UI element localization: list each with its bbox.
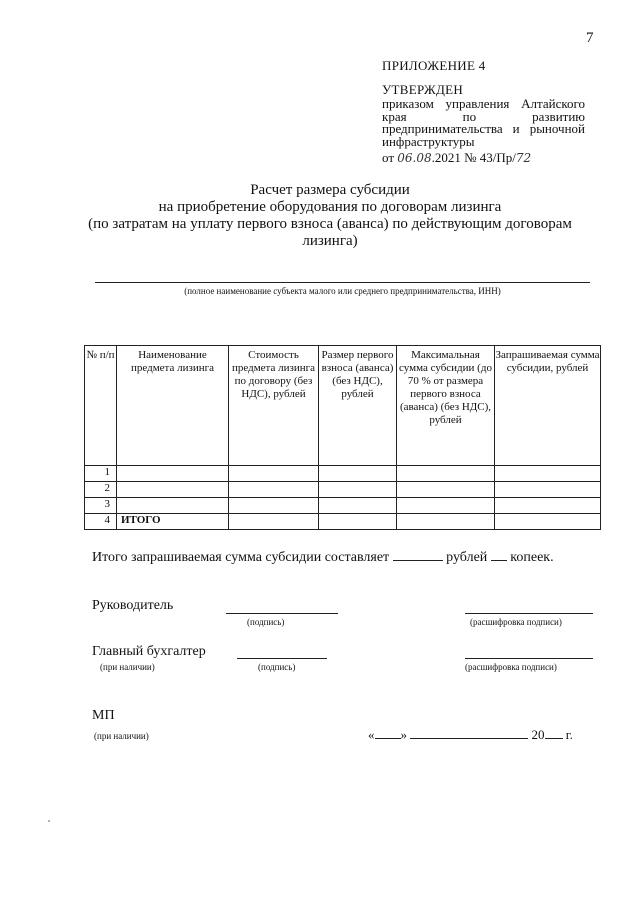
head-signature-line[interactable] <box>226 613 338 614</box>
header-number: № п/п <box>85 346 117 466</box>
cell-max-subsidy[interactable] <box>397 482 495 498</box>
cell-requested-subsidy[interactable] <box>495 498 601 514</box>
kopecks-blank[interactable] <box>491 548 507 561</box>
signing-date <box>368 726 573 743</box>
cell-max-subsidy[interactable] <box>397 466 495 482</box>
cell-item-name[interactable] <box>117 466 229 482</box>
row-number: 2 <box>85 482 117 498</box>
approved-heading: УТВЕРЖДЕН <box>382 82 464 97</box>
order-date <box>382 150 531 166</box>
rubles-blank[interactable] <box>393 548 443 561</box>
header-max-subsidy: Максимальная сумма субсидии (до 70 % от размера первого взноса (аванса) (без НДС), рублей <box>397 346 495 466</box>
row-number: 4 <box>85 514 117 530</box>
appendix-heading: ПРИЛОЖЕНИЕ 4 <box>382 58 486 73</box>
table-row <box>85 466 601 482</box>
title-line-4: лизинга) <box>302 233 358 249</box>
cell-cost[interactable] <box>229 466 319 482</box>
order-text: приказом управления Алтайского края по развитию предпринимательства и рыночной инфраструктуры <box>382 96 585 149</box>
cell-max-subsidy[interactable] <box>397 498 495 514</box>
month-blank[interactable] <box>410 726 528 739</box>
header-cost: Стоимость предмета лизинга по договору (без НДС), рублей <box>229 346 319 466</box>
title-line-1: Расчет размера субсидии <box>250 182 410 198</box>
cell-total-requested-subsidy[interactable] <box>495 514 601 530</box>
table-row <box>85 482 601 498</box>
head-decoding-line[interactable] <box>465 613 593 614</box>
accountant-if-any: (при наличии) <box>100 662 155 672</box>
head-decoding-caption: (расшифровка подписи) <box>470 617 562 627</box>
cell-item-name[interactable] <box>117 498 229 514</box>
date-open-quote: « <box>368 727 375 742</box>
row-number: 3 <box>85 498 117 514</box>
handwritten-order-number: 72 <box>515 151 532 165</box>
head-label: Руководитель <box>92 598 174 613</box>
table-header-row <box>85 346 601 466</box>
date-year-number: .2021 № 43/Пр/ <box>431 150 516 165</box>
sum-text-rubles: рублей <box>446 550 488 565</box>
date-year-prefix: 20 <box>531 727 545 742</box>
date-prefix: от <box>382 150 395 165</box>
sum-text-part-1: Итого запрашиваемая сумма субсидии составляет <box>92 550 390 565</box>
cell-cost[interactable] <box>229 498 319 514</box>
handwritten-date: 06.08 <box>397 151 432 165</box>
accountant-signature-line[interactable] <box>237 658 327 659</box>
year-blank[interactable] <box>545 726 563 739</box>
date-close-quote: » <box>400 727 407 742</box>
cell-total-cost[interactable] <box>229 514 319 530</box>
header-item-name: Наименование предмета лизинга <box>117 346 229 466</box>
entity-name-line[interactable] <box>95 282 590 283</box>
cell-first-payment[interactable] <box>319 466 397 482</box>
cell-first-payment[interactable] <box>319 498 397 514</box>
stamp-label: МП <box>92 708 115 723</box>
cell-total-label: ИТОГО <box>117 514 229 530</box>
cell-first-payment[interactable] <box>319 482 397 498</box>
date-year-suffix: г. <box>565 727 573 742</box>
total-sum-sentence <box>92 548 554 566</box>
head-signature-caption: (подпись) <box>247 617 285 627</box>
document-title <box>80 182 580 250</box>
day-blank[interactable] <box>375 726 401 739</box>
cell-cost[interactable] <box>229 482 319 498</box>
row-number: 1 <box>85 466 117 482</box>
header-first-payment: Размер первого взноса (аванса) (без НДС), рублей <box>319 346 397 466</box>
sum-text-kopecks: копеек. <box>510 550 554 565</box>
cell-total-first-payment[interactable] <box>319 514 397 530</box>
table-row <box>85 498 601 514</box>
stamp-if-any: (при наличии) <box>94 731 149 741</box>
entity-name-caption: (полное наименование субъекта малого или среднего предпринимательства, ИНН) <box>184 286 501 296</box>
accountant-decoding-caption: (расшифровка подписи) <box>465 662 557 672</box>
cell-requested-subsidy[interactable] <box>495 482 601 498</box>
scan-artifact <box>48 820 50 822</box>
cell-requested-subsidy[interactable] <box>495 466 601 482</box>
title-line-3: (по затратам на уплату первого взноса (аванса) по действующим договорам <box>88 216 572 232</box>
table-total-row <box>85 514 601 530</box>
cell-total-max-subsidy[interactable] <box>397 514 495 530</box>
accountant-signature-caption: (подпись) <box>258 662 296 672</box>
cell-item-name[interactable] <box>117 482 229 498</box>
page-number: 7 <box>586 30 594 46</box>
accountant-decoding-line[interactable] <box>465 658 593 659</box>
header-requested-subsidy: Запрашиваемая сумма субсидии, рублей <box>495 346 601 466</box>
subsidy-calculation-table <box>84 345 601 530</box>
title-line-2: на приобретение оборудования по договорам лизинга <box>158 199 502 215</box>
accountant-label: Главный бухгалтер <box>92 644 206 659</box>
